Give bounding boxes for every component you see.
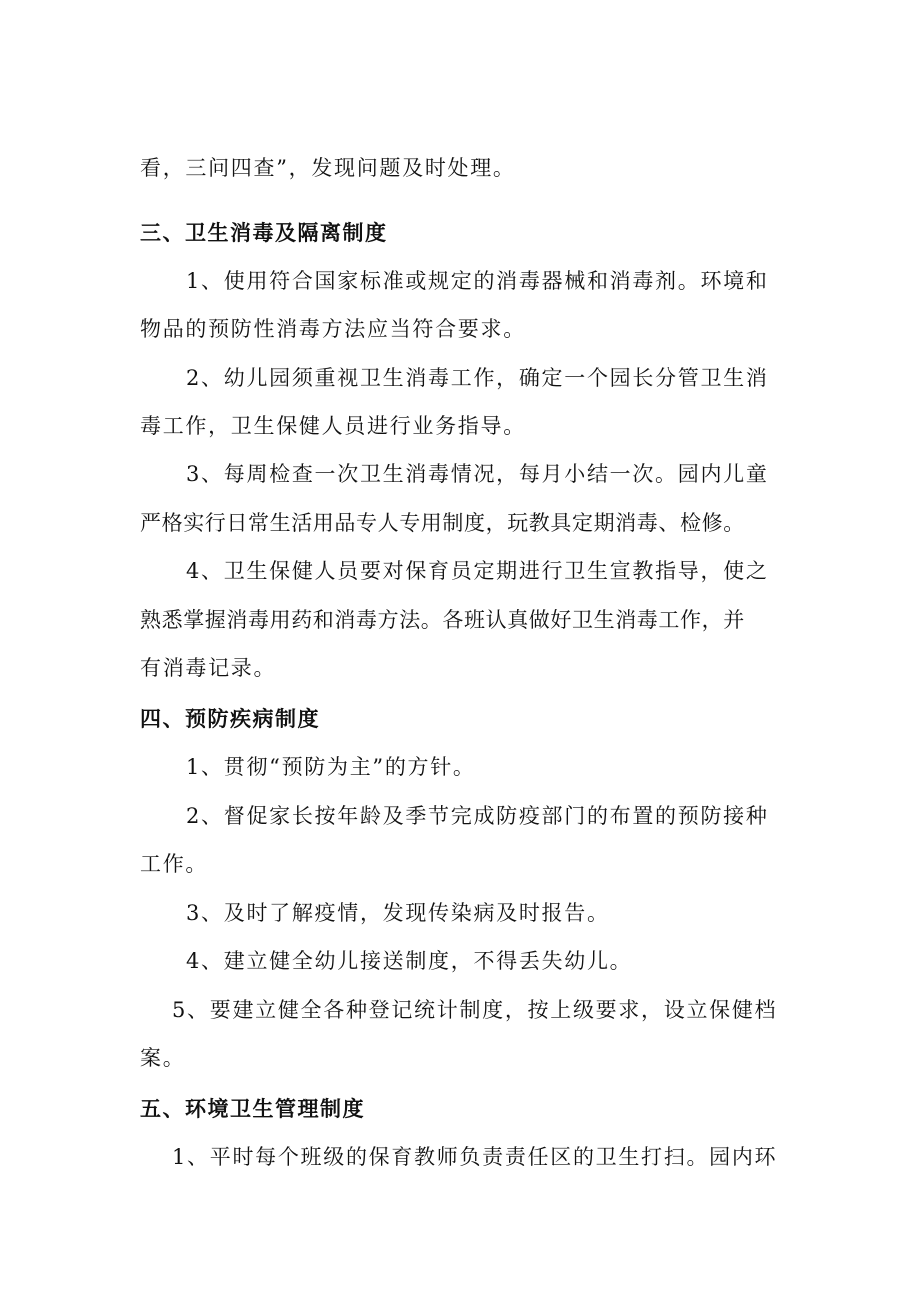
text-line: 1、使用符合国家标准或规定的消毒器械和消毒剂。环境和 [186, 269, 769, 293]
text-line: 工作。 [140, 852, 209, 876]
section-heading-3: 三、卫生消毒及隔离制度 [140, 220, 388, 245]
text-line: 3、每周检查一次卫生消毒情况，每月小结一次。园内儿童 [186, 462, 769, 486]
text-line: 1、贯彻“预防为主”的方针。 [186, 755, 476, 779]
text-line: 熟悉掌握消毒用药和消毒方法。各班认真做好卫生消毒工作，并 [140, 608, 745, 632]
text-line: 4、建立健全幼儿接送制度，不得丢失幼儿。 [186, 949, 633, 973]
section-heading-5: 五、环境卫生管理制度 [140, 1096, 365, 1121]
text-line: 严格实行日常生活用品专人专用制度，玩教具定期消毒、检修。 [140, 511, 745, 535]
text-line: 看，三问四查”，发现问题及时处理。 [140, 156, 516, 180]
text-line: 2、督促家长按年龄及季节完成防疫部门的布置的预防接种 [186, 804, 769, 828]
section-heading-4: 四、预防疾病制度 [140, 706, 320, 731]
text-line: 物品的预防性消毒方法应当符合要求。 [140, 317, 526, 341]
text-line: 3、及时了解疫情，发现传染病及时报告。 [186, 901, 610, 925]
text-line: 1、平时每个班级的保育教师负责责任区的卫生打扫。园内环 [172, 1145, 778, 1169]
text-line: 案。 [140, 1046, 186, 1070]
text-line: 毒工作，卫生保健人员进行业务指导。 [140, 414, 526, 438]
text-line: 有消毒记录。 [140, 656, 277, 680]
text-line: 2、幼儿园须重视卫生消毒工作，确定一个园长分管卫生消 [186, 366, 769, 390]
text-line: 4、卫生保健人员要对保育员定期进行卫生宣教指导，使之 [186, 559, 769, 583]
text-line: 5、要建立健全各种登记统计制度，按上级要求，设立保健档 [172, 998, 778, 1022]
